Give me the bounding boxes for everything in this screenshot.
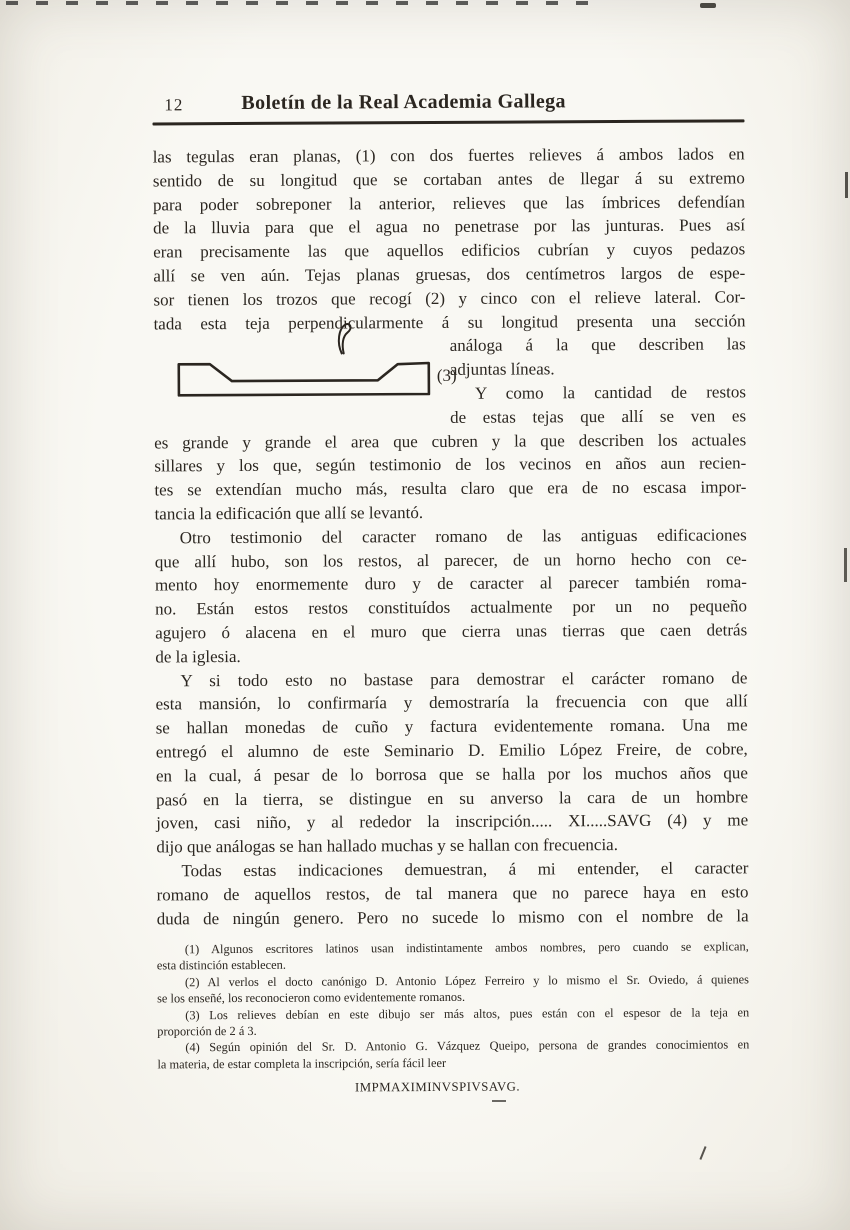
footnotes: [157, 938, 750, 1072]
text-line: sentido de su longitud que se cortaban antes de llegar á su extremo: [152, 168, 745, 191]
text-line: eran precisamente las que aquellos edificios cubrían y cuyos pedazos: [153, 239, 746, 262]
footnote-line: (3) Los relieves debían en este dibujo ser más altos, pues están con el espesor de la teja en: [185, 1004, 750, 1022]
text-line: mento hoy enormemente duro y de caracter al parecer también roma-: [154, 572, 747, 595]
text-line: de la lluvia para que el agua no penetrase por las junturas. Pues así: [153, 215, 746, 238]
text-line: las tegulas eran planas, (1) con dos fuertes relieves á ambos lados en: [152, 144, 745, 167]
text-line: duda de ningún genero. Pero no sucede lo mismo con el nombre de la: [156, 905, 749, 928]
tile-cross-section-figure: [172, 352, 444, 405]
body-text: [153, 142, 749, 930]
text-line: tancia la edificación que allí se levantó.: [154, 502, 424, 524]
text-line: Todas estas indicaciones demuestran, á mi entender, el caracter: [181, 858, 749, 881]
footnote-line: (2) Al verlos el docto canónigo D. Antonio López Ferreiro y lo mismo el Sr. Oviedo, á quienes: [184, 972, 750, 990]
text-line: es grande y grande el area que cubren y la que describen los actuales: [154, 429, 747, 453]
text-line: pasó en la tierra, se distingue en su anverso la cara de un hombre: [155, 786, 749, 809]
text-line: que allí hubo, son los restos, al parecer, de un horno hecho con ce-: [154, 548, 747, 571]
text-line: tada esta teja perpendicularmente á su longitud presenta una sección: [153, 310, 746, 334]
footnote-line: la materia, de estar completa la inscripción, sería fácil leer: [157, 1055, 447, 1072]
text-line: joven, casi niño, y al rededor la inscripción..... XI.....SAVG (4) y me: [156, 810, 749, 833]
text-line: dijo que análogas se han hallado muchas y se hallan con frecuencia.: [156, 835, 618, 857]
journal-title: Boletín de la Real Academia Gallega: [241, 90, 566, 114]
ink-mark: [333, 320, 355, 356]
text-line: sillares y los que, según testimonio de los vecinos en años aun recien-: [154, 453, 747, 476]
footnote-line: se los enseñé, los reconocieron como evidentemente romanos.: [157, 990, 466, 1006]
footnote-line: (4) Según opinión del Sr. D. Antonio G. Vázquez Queipo, persona de grandes conocimientos en: [185, 1037, 750, 1055]
footnote-line: proporción de 2 á 3.: [157, 1023, 257, 1039]
text-line: Otro testimonio del caracter romano de las antiguas edificaciones: [179, 525, 747, 548]
text-line: Y como la cantidad de restos: [474, 382, 746, 403]
text-line: no. Están estos restos constituídos actualmente por un no pequeño: [154, 596, 748, 619]
text-line: Y si todo esto no bastase para demostrar el carácter romano de: [180, 667, 748, 690]
text-line: de la iglesia.: [155, 646, 241, 667]
header-rule: [152, 119, 744, 125]
text-line: análoga á la que describen las: [449, 334, 746, 356]
text-line: adjuntas líneas.: [449, 359, 555, 380]
text-line: se hallan monedas de cuño y factura evidentemente romana. Una me: [155, 715, 748, 738]
text-line: en la cual, á pesar de lo borrosa que se halla por los muchos años que: [155, 763, 748, 786]
text-line: de estas tejas que allí se ven es: [449, 406, 747, 427]
text-line: romano de aquellos restos, de tal manera que no parece haya en esto: [156, 882, 749, 905]
inscription-text: IMPMAXIMINVSPIVSAVG.: [354, 1079, 521, 1095]
text-line: agujero ó alacena en el muro que cierra unas tierras que caen detrás: [155, 620, 748, 643]
figure-label: (3): [436, 365, 457, 385]
text-line: esta mansión, lo confirmaría y demostraría la frecuencia con que allí: [155, 691, 748, 714]
text-line: allí se ven aún. Tejas planas gruesas, dos centímetros largos de espe-: [153, 263, 746, 286]
text-line: entregó el alumno de este Seminario D. Emilio López Freire, de cobre,: [155, 739, 748, 762]
page-number: 12: [164, 95, 184, 115]
footnote-line: esta distinción establecen.: [156, 958, 286, 973]
tile-cross-section-drawing: [172, 352, 444, 405]
text-line: para poder sobreponer la anterior, relieves que las ímbrices defendían: [152, 191, 745, 215]
text-line: sor tienen los trozos que recogí (2) y cinco con el relieve lateral. Cor-: [153, 287, 746, 310]
text-line: tes se extendían mucho más, resulta claro que era de no escasa impor-: [154, 477, 747, 500]
footnote-line: (1) Algunos escritores latinos usan indistintamente ambos nombres, pero cuando se explican,: [184, 939, 749, 957]
